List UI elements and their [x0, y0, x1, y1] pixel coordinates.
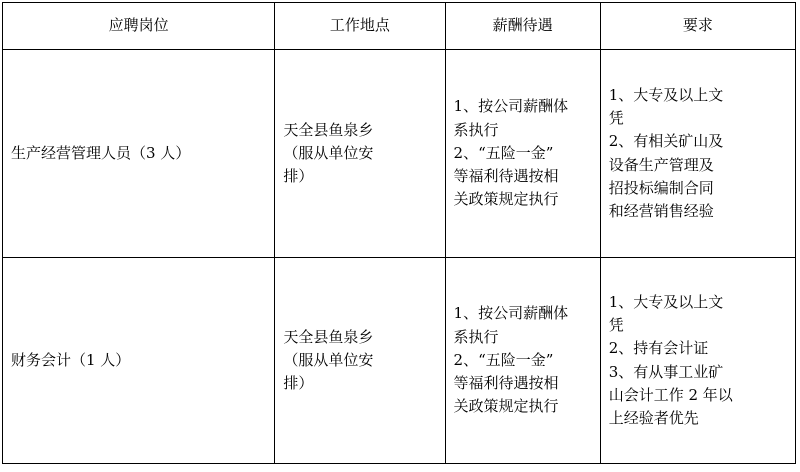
- cell-requirements-line: 招投标编制合同: [608, 178, 714, 197]
- cell-location-line: 天全县鱼泉乡: [283, 120, 374, 139]
- cell-salary-line: 2、“五险一金”: [453, 143, 554, 162]
- table-row: [3, 258, 796, 464]
- cell-requirements-line: 2、持有会计证: [608, 339, 709, 358]
- cell-salary-line: 1、按公司薪酬体: [453, 97, 569, 116]
- cell-salary-line: 系执行: [453, 120, 499, 139]
- column-header-salary: 薪酬待遇: [445, 3, 600, 50]
- table-row: [3, 50, 796, 258]
- table-header: [3, 3, 796, 50]
- table-header-row: [3, 3, 796, 50]
- cell-salary-line: 等福利待遇按相: [453, 374, 559, 393]
- cell-salary-line: 关政策规定执行: [453, 397, 559, 416]
- document-page: [0, 2, 800, 472]
- column-header-position: 应聘岗位: [3, 3, 275, 50]
- cell-location-line: （服从单位安: [283, 350, 374, 369]
- cell-salary-line: 2、“五险一金”: [453, 350, 554, 369]
- cell-requirements-line: 1、大专及以上文: [608, 292, 724, 311]
- column-header-requirements: 要求: [600, 3, 795, 50]
- cell-position: 生产经营管理人员（3 人）: [3, 50, 275, 258]
- cell-requirements: [600, 50, 795, 258]
- cell-requirements: [600, 258, 795, 464]
- cell-requirements-line: 凭: [608, 109, 624, 127]
- cell-requirements-line: 山会计工作 2 年以: [608, 385, 733, 404]
- cell-salary-line: 关政策规定执行: [453, 190, 559, 209]
- cell-requirements-line: 2、有相关矿山及: [608, 132, 724, 151]
- cell-salary-line: 系执行: [453, 327, 499, 346]
- table-body: [3, 50, 796, 464]
- cell-salary: [445, 258, 600, 464]
- cell-location-line: （服从单位安: [283, 143, 374, 162]
- cell-location: [275, 258, 445, 464]
- cell-requirements-line: 上经验者优先: [608, 409, 699, 427]
- column-header-location: 工作地点: [275, 3, 445, 50]
- cell-requirements-line: 和经营销售经验: [608, 202, 714, 220]
- cell-location-line: 排）: [283, 374, 314, 393]
- cell-location: [275, 50, 445, 258]
- cell-salary: [445, 50, 600, 258]
- cell-location-line: 排）: [283, 167, 314, 186]
- cell-requirements-line: 3、有从事工业矿: [608, 362, 724, 381]
- cell-requirements-line: 1、大专及以上文: [608, 85, 724, 104]
- cell-requirements-line: 设备生产管理及: [608, 155, 714, 174]
- cell-location-line: 天全县鱼泉乡: [283, 327, 374, 346]
- job-listing-table: [2, 2, 796, 464]
- cell-position: 财务会计（1 人）: [3, 258, 275, 464]
- cell-requirements-line: 凭: [608, 316, 624, 334]
- cell-salary-line: 1、按公司薪酬体: [453, 304, 569, 323]
- cell-salary-line: 等福利待遇按相: [453, 167, 559, 186]
